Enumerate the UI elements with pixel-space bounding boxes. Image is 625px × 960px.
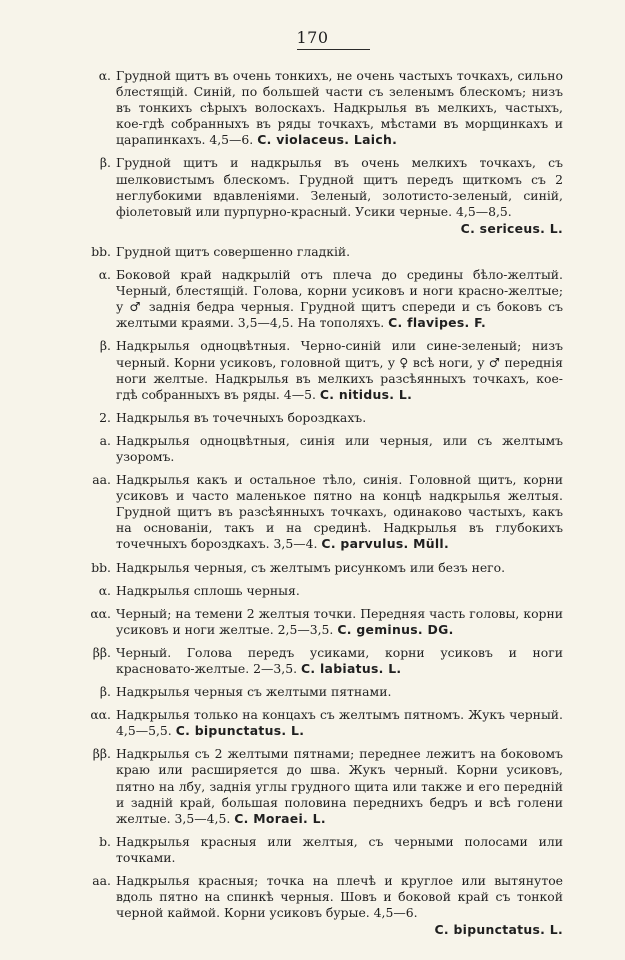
entry-marker: α. <box>98 267 111 283</box>
entry-description: Надкрылья черныя съ желтыми пятнами. <box>116 684 392 700</box>
entry-text <box>116 834 563 866</box>
key-entry <box>58 834 563 866</box>
entry-description: Надкрылья одноцвѣтныя. Черно-синій или сине-зеленый; низъ черный. Корни усиковъ, головной щитъ, у ♀ всѣ ноги, у ♂ переднія ноги желтые. Надкрылья въ мелкихъ разсѣянныхъ точкахъ, кое-гдѣ собранныхъ въ ряды. 4—5. <box>116 338 563 402</box>
key-entry <box>58 155 563 236</box>
entry-marker: a. <box>99 432 111 448</box>
entry-text <box>116 873 563 938</box>
key-entry <box>58 606 563 638</box>
entry-text <box>116 707 563 739</box>
entry-marker: aa. <box>92 472 111 488</box>
page-number-rule <box>297 49 370 50</box>
key-entry <box>58 684 563 700</box>
species-name: C. Moraei. L. <box>234 810 326 826</box>
entry-text <box>116 155 563 236</box>
entry-description: Грудной щитъ совершенно гладкій. <box>116 243 351 259</box>
key-entry <box>58 560 563 576</box>
entry-text <box>116 645 563 677</box>
key-entry <box>58 746 563 826</box>
species-name: C. bipunctatus. L. <box>434 922 563 938</box>
entry-text <box>116 583 563 599</box>
entry-marker: aa. <box>92 873 111 889</box>
entry-text <box>116 472 563 552</box>
species-name: C. geminus. DG. <box>337 621 454 637</box>
entry-marker: β. <box>99 338 111 354</box>
entry-description: Черный; на темени 2 желтыя точки. Передняя часть головы, корни усиковъ и ноги желтые. 2,5—3,5. <box>116 605 563 637</box>
species-name: C. labiatus. L. <box>301 661 402 676</box>
entry-marker: β. <box>99 684 111 700</box>
species-name: C. sericeus. L. <box>460 220 563 236</box>
entry-text <box>116 606 563 638</box>
key-entry <box>58 338 563 402</box>
key-entry <box>58 244 563 260</box>
entry-description: Надкрылья въ точечныхъ бороздкахъ. <box>116 409 367 425</box>
species-name: C. bipunctatus. L. <box>175 723 305 739</box>
entry-marker: αα. <box>90 707 111 723</box>
entry-description: Надкрылья красныя или желтыя, съ черными полосами или точками. <box>116 833 563 865</box>
entry-description: Надкрылья сплошь черныя. <box>116 582 300 598</box>
entry-text <box>116 433 563 465</box>
entry-text <box>116 267 563 331</box>
entry-marker: b. <box>99 833 111 849</box>
entry-description: Надкрылья съ 2 желтыми пятнами; переднее лежитъ на боковомъ краю или расширяется до шва. Жукъ черный. Корни усиковъ, пятно на лбу, заднія углы грудного щита или также и его передній и задній край, большая половина переднихъ бедръ и всѣ голени желтые. 3,5—4,5. <box>116 746 563 826</box>
entry-description: Надкрылья какъ и остальное тѣло, синія. Головной щитъ, корни усиковъ и часто маленькое пятно на концѣ надкрылья желтыя. Грудной щитъ въ разсѣянныхъ точкахъ, одинаково частыхъ, какъ на основаніи, такъ и на срединѣ. Надкрылья въ глубокихъ точечныхъ бороздкахъ. 3,5—4. <box>116 472 563 552</box>
entry-description: Надкрылья одноцвѣтныя, синія или черныя, или съ желтымъ узоромъ. <box>116 432 563 464</box>
entry-text <box>116 338 563 402</box>
entry-text <box>116 684 563 700</box>
entry-marker: bb. <box>91 243 111 259</box>
key-entry <box>58 433 563 465</box>
entry-text <box>116 244 563 260</box>
key-entry <box>58 410 563 426</box>
entry-text <box>116 410 563 426</box>
entry-marker: 2. <box>99 409 111 425</box>
entry-description: Надкрылья черныя, съ желтымъ рисункомъ или безъ него. <box>116 559 506 575</box>
page-content <box>58 68 563 945</box>
key-entry <box>58 68 563 148</box>
key-entry <box>58 267 563 331</box>
entry-description: Надкрылья красныя; точка на плечѣ и круглое или вытянутое вдоль пятно на спинкѣ черныя. Шовъ и боковой край съ тонкой черной каймой. Корни усиковъ бурые. 4,5—6. <box>116 873 563 921</box>
entry-description: Боковой край надкрылій отъ плеча до средины бѣло-желтый. Черный, блестящій. Голова, корни усиковъ и ноги красно-желтые; у ♂ заднія бедра черныя. Грудной щитъ спереди и съ боковъ съ желтыми краями. 3,5—4,5. На тополяхъ. <box>116 267 563 331</box>
key-entry <box>58 472 563 552</box>
entry-description: Грудной щитъ въ очень тонкихъ, не очень частыхъ точкахъ, сильно блестящій. Синій, по большей части съ зеленымъ блескомъ; низъ въ тонкихъ сѣрыхъ волоскахъ. Надкрылья въ мелкихъ, частыхъ, кое-гдѣ собранныхъ въ ряды точкахъ, мѣстами въ морщинкахъ и царапинкахъ. 4,5—6. <box>116 68 563 148</box>
entry-marker: β. <box>99 155 111 171</box>
species-name: C. violaceus. Laich. <box>257 132 398 148</box>
key-entry <box>58 707 563 739</box>
species-name: C. flavipes. F. <box>388 315 487 331</box>
entry-marker: ββ. <box>92 746 111 762</box>
entry-marker: α. <box>98 582 111 598</box>
species-name: C. nitidus. L. <box>319 386 413 402</box>
species-name: C. parvulus. Müll. <box>321 536 449 552</box>
entry-text <box>116 746 563 826</box>
page-number: 170 <box>296 28 329 47</box>
key-entry <box>58 873 563 938</box>
entry-text <box>116 68 563 148</box>
entry-marker: bb. <box>91 559 111 575</box>
key-entry <box>58 645 563 677</box>
entry-marker: ββ. <box>92 644 111 660</box>
entry-description: Черный. Голова передъ усиками, корни усиковъ и ноги красновато-желтые. 2—3,5. <box>116 644 563 676</box>
entry-description: Надкрылья только на концахъ съ желтымъ пятномъ. Жукъ черный. 4,5—5,5. <box>116 707 563 739</box>
entry-marker: α. <box>98 68 111 83</box>
entry-text <box>116 560 563 576</box>
entry-description: Грудной щитъ и надкрылья въ очень мелкихъ точкахъ, съ шелковистымъ блескомъ. Грудной щитъ передъ щиткомъ съ 2 неглубокими вдавленіями. Зеленый, золотисто-зеленый, синій, фіолетовый или пурпурно-красный. Усики черные. 4,5—8,5. <box>116 155 563 219</box>
key-entry <box>58 583 563 599</box>
entry-marker: αα. <box>90 605 111 621</box>
